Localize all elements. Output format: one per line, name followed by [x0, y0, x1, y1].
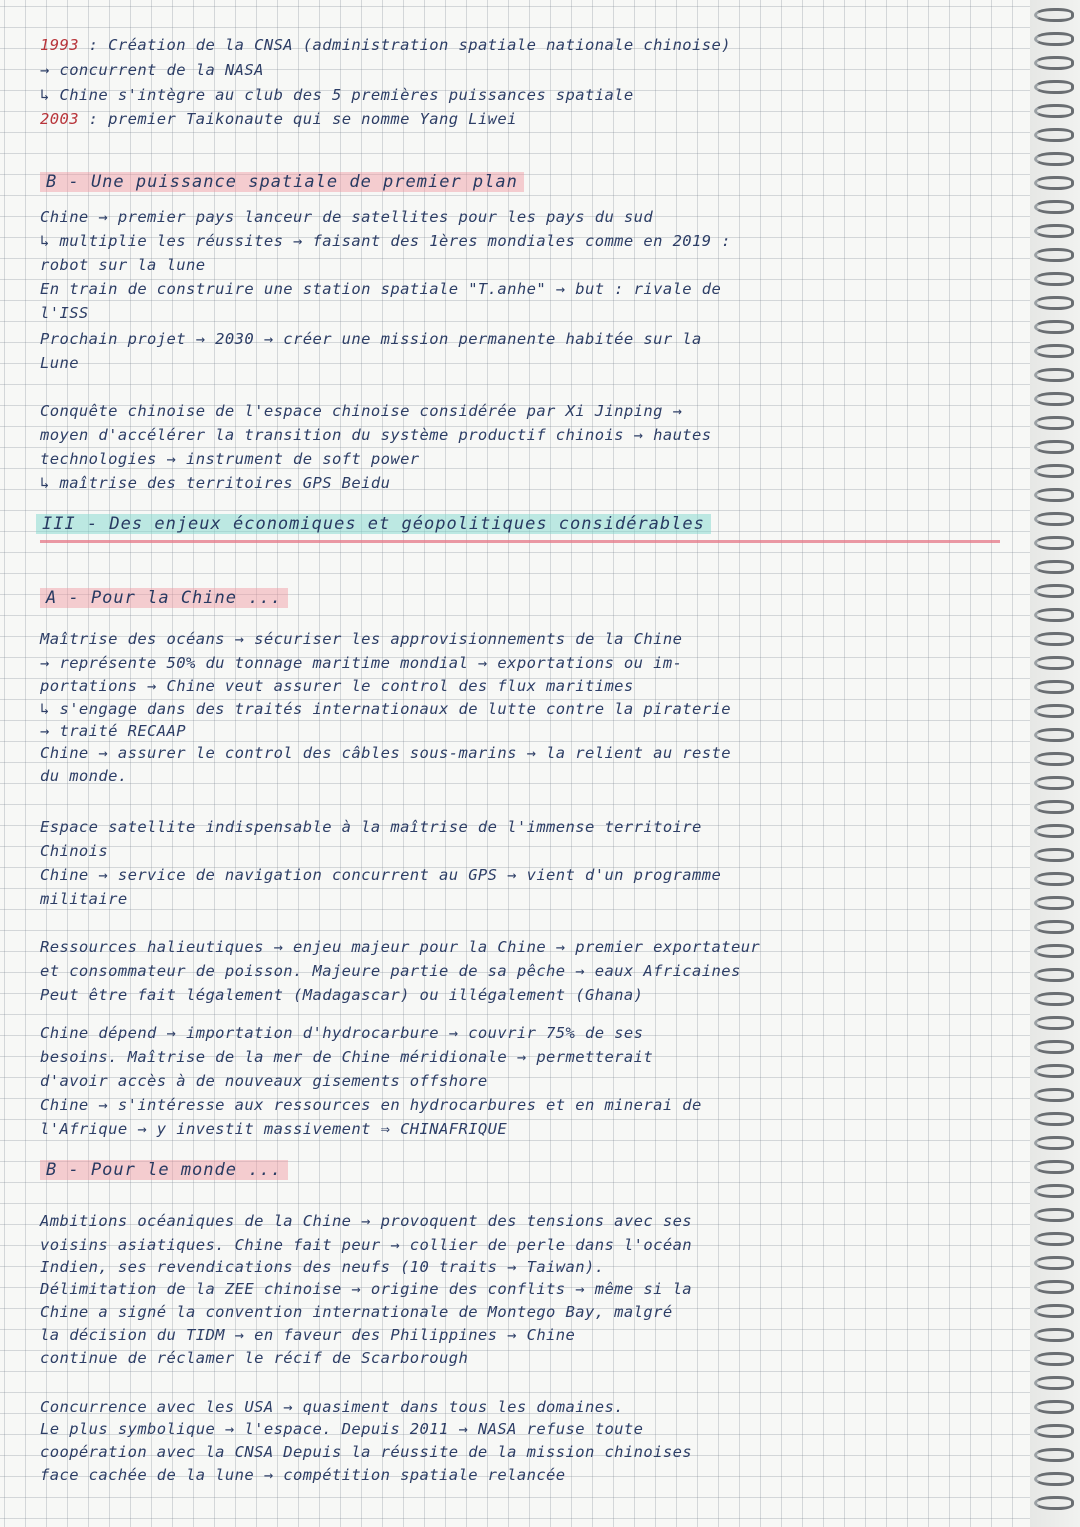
note-line: et consommateur de poisson. Majeure partie de sa pêche → eaux Africaines	[40, 962, 741, 980]
note-line	[40, 36, 731, 54]
spiral-ring	[1034, 1304, 1074, 1318]
spiral-ring	[1034, 1400, 1074, 1414]
spiral-ring	[1034, 776, 1074, 790]
note-line: ↳ s'engage dans des traités internationaux de lutte contre la piraterie	[40, 700, 731, 718]
note-line: Prochain projet → 2030 → créer une mission permanente habitée sur la	[40, 330, 702, 348]
spiral-ring	[1034, 368, 1074, 382]
spiral-ring	[1034, 320, 1074, 334]
note-line: Lune	[40, 354, 79, 372]
note-line: → concurrent de la NASA	[40, 61, 264, 79]
note-line: moyen d'accélérer la transition du système productif chinois → hautes	[40, 426, 712, 444]
note-line: Concurrence avec les USA → quasiment dans tous les domaines.	[40, 1398, 624, 1416]
note-line: Peut être fait légalement (Madagascar) ou illégalement (Ghana)	[40, 986, 644, 1004]
spiral-ring	[1034, 800, 1074, 814]
spiral-ring	[1034, 1352, 1074, 1366]
note-line: ↳ multiplie les réussites → faisant des 1ères mondiales comme en 2019 :	[40, 232, 731, 250]
spiral-ring	[1034, 1016, 1074, 1030]
note-line: Chine → service de navigation concurrent au GPS → vient d'un programme	[40, 866, 722, 884]
note-line: voisins asiatiques. Chine fait peur → collier de perle dans l'océan	[40, 1236, 693, 1254]
spiral-binding	[1030, 0, 1080, 1527]
spiral-ring	[1034, 1088, 1074, 1102]
note-line: Conquête chinoise de l'espace chinoise considérée par Xi Jinping →	[40, 402, 683, 420]
spiral-ring	[1034, 152, 1074, 166]
spiral-ring	[1034, 704, 1074, 718]
spiral-ring	[1034, 296, 1074, 310]
note-line: coopération avec la CNSA Depuis la réussite de la mission chinoises	[40, 1443, 693, 1461]
note-line: technologies → instrument de soft power	[40, 450, 420, 468]
note-line: robot sur la lune	[40, 256, 206, 274]
spiral-ring	[1034, 1424, 1074, 1438]
spiral-ring	[1034, 1496, 1074, 1510]
note-line: la décision du TIDM → en faveur des Philippines → Chine	[40, 1326, 576, 1344]
spiral-ring	[1034, 1280, 1074, 1294]
spiral-ring	[1034, 1040, 1074, 1054]
spiral-ring	[1034, 752, 1074, 766]
spiral-ring	[1034, 464, 1074, 478]
note-line: l'ISS	[40, 304, 89, 322]
spiral-ring	[1034, 656, 1074, 670]
spiral-ring	[1034, 1448, 1074, 1462]
spiral-ring	[1034, 1232, 1074, 1246]
note-line: face cachée de la lune → compétition spatiale relancée	[40, 1466, 566, 1484]
note-line: l'Afrique → y investit massivement ⇒ CHINAFRIQUE	[40, 1120, 508, 1138]
note-text: : premier Taikonaute qui se nomme Yang Liwei	[78, 110, 517, 128]
note-line: Chine dépend → importation d'hydrocarbure → couvrir 75% de ses	[40, 1024, 644, 1042]
note-line: Chinois	[40, 842, 109, 860]
note-line: → traité RECAAP	[40, 722, 186, 740]
note-line: → représente 50% du tonnage maritime mondial → exportations ou im-	[40, 654, 683, 672]
note-line: du monde.	[40, 767, 128, 785]
note-line: Espace satellite indispensable à la maîtrise de l'immense territoire	[40, 818, 702, 836]
spiral-ring	[1034, 248, 1074, 262]
spiral-ring	[1034, 968, 1074, 982]
note-line	[40, 110, 517, 128]
spiral-ring	[1034, 416, 1074, 430]
spiral-ring	[1034, 560, 1074, 574]
spiral-ring	[1034, 1328, 1074, 1342]
spiral-ring	[1034, 1064, 1074, 1078]
spiral-ring	[1034, 680, 1074, 694]
heading-iii-enjeux: III - Des enjeux économiques et géopolitiques considérables	[36, 514, 711, 534]
note-line: besoins. Maîtrise de la mer de Chine méridionale → permetterait	[40, 1048, 654, 1066]
spiral-ring	[1034, 608, 1074, 622]
spiral-ring	[1034, 32, 1074, 46]
spiral-ring	[1034, 992, 1074, 1006]
spiral-ring	[1034, 224, 1074, 238]
spiral-ring	[1034, 1376, 1074, 1390]
spiral-ring	[1034, 1256, 1074, 1270]
spiral-ring	[1034, 1160, 1074, 1174]
heading-b-puissance-spatiale: B - Une puissance spatiale de premier plan	[40, 172, 524, 192]
spiral-ring	[1034, 8, 1074, 22]
note-line: d'avoir accès à de nouveaux gisements offshore	[40, 1072, 488, 1090]
spiral-ring	[1034, 1184, 1074, 1198]
note-line: En train de construire une station spatiale "T.anhe" → but : rivale de	[40, 280, 722, 298]
spiral-ring	[1034, 128, 1074, 142]
spiral-ring	[1034, 440, 1074, 454]
date-highlight: 2003	[40, 110, 79, 128]
note-line: Le plus symbolique → l'espace. Depuis 2011 → NASA refuse toute	[40, 1420, 644, 1438]
note-text: : Création de la CNSA (administration spatiale nationale chinoise)	[78, 36, 731, 54]
note-line: ↳ maîtrise des territoires GPS Beidu	[40, 474, 391, 492]
spiral-ring	[1034, 80, 1074, 94]
spiral-ring	[1034, 200, 1074, 214]
heading-b-pour-le-monde: B - Pour le monde ...	[40, 1160, 288, 1180]
note-line: Ambitions océaniques de la Chine → provoquent des tensions avec ses	[40, 1212, 693, 1230]
spiral-ring	[1034, 824, 1074, 838]
spiral-ring	[1034, 944, 1074, 958]
note-line: militaire	[40, 890, 128, 908]
note-line: Maîtrise des océans → sécuriser les approvisionnements de la Chine	[40, 630, 683, 648]
note-line: Chine → premier pays lanceur de satellites pour les pays du sud	[40, 208, 654, 226]
heading-a-pour-la-chine: A - Pour la Chine ...	[40, 588, 288, 608]
spiral-ring	[1034, 392, 1074, 406]
spiral-ring	[1034, 536, 1074, 550]
note-line: Chine a signé la convention internationale de Montego Bay, malgré	[40, 1303, 673, 1321]
spiral-ring	[1034, 1112, 1074, 1126]
note-line: Chine → s'intéresse aux ressources en hydrocarbures et en minerai de	[40, 1096, 702, 1114]
spiral-ring	[1034, 920, 1074, 934]
spiral-ring	[1034, 56, 1074, 70]
spiral-ring	[1034, 1136, 1074, 1150]
spiral-ring	[1034, 512, 1074, 526]
section-divider	[40, 540, 1000, 543]
spiral-ring	[1034, 632, 1074, 646]
spiral-ring	[1034, 584, 1074, 598]
spiral-ring	[1034, 272, 1074, 286]
spiral-ring	[1034, 872, 1074, 886]
spiral-ring	[1034, 1472, 1074, 1486]
note-line: continue de réclamer le récif de Scarborough	[40, 1349, 469, 1367]
note-line: Délimitation de la ZEE chinoise → origine des conflits → même si la	[40, 1280, 693, 1298]
note-line: ↳ Chine s'intègre au club des 5 premières puissances spatiale	[40, 86, 634, 104]
spiral-ring	[1034, 344, 1074, 358]
spiral-ring	[1034, 1208, 1074, 1222]
spiral-ring	[1034, 176, 1074, 190]
date-highlight: 1993	[40, 36, 79, 54]
note-line: portations → Chine veut assurer le control des flux maritimes	[40, 677, 634, 695]
spiral-ring	[1034, 896, 1074, 910]
spiral-ring	[1034, 488, 1074, 502]
note-line: Chine → assurer le control des câbles sous-marins → la relient au reste	[40, 744, 731, 762]
spiral-ring	[1034, 104, 1074, 118]
note-line: Ressources halieutiques → enjeu majeur pour la Chine → premier exportateur	[40, 938, 761, 956]
spiral-ring	[1034, 728, 1074, 742]
spiral-ring	[1034, 848, 1074, 862]
note-line: Indien, ses revendications des neufs (10 traits → Taiwan).	[40, 1258, 605, 1276]
